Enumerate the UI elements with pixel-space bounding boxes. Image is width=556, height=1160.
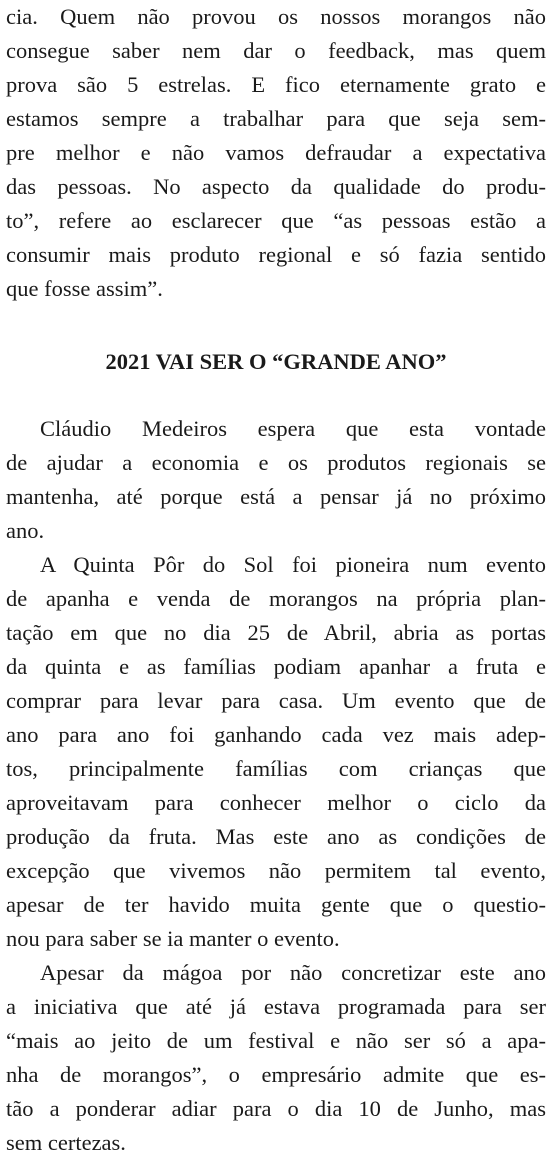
text-line: que fosse assim”. xyxy=(6,276,163,301)
paragraph xyxy=(6,412,546,548)
text-line: “mais ao jeito de um festival e não ser só a apa- xyxy=(6,1028,546,1053)
article-body-bottom xyxy=(6,412,546,1160)
text-line: nou para saber se ia manter o evento. xyxy=(6,926,340,951)
text-line: tação em que no dia 25 de Abril, abria as portas xyxy=(6,620,546,645)
text-line: apesar de ter havido muita gente que o questio- xyxy=(6,892,546,917)
text-line: cia. Quem não provou os nossos morangos não xyxy=(6,4,546,29)
text-line: aproveitavam para conhecer melhor o ciclo da xyxy=(6,790,546,815)
text-line: mantenha, até porque está a pensar já no próximo xyxy=(6,484,546,509)
text-line: nha de morangos”, o empresário admite que es- xyxy=(6,1062,546,1087)
text-line: to”, refere ao esclarecer que “as pessoas estão a xyxy=(6,208,546,233)
paragraph xyxy=(6,956,546,1160)
text-line: a iniciativa que até já estava programada para ser xyxy=(6,994,546,1019)
text-line: Cláudio Medeiros espera que esta vontade xyxy=(40,416,546,441)
text-line: de apanha e venda de morangos na própria plan- xyxy=(6,586,546,611)
text-line: consegue saber nem dar o feedback, mas quem xyxy=(6,38,546,63)
text-line: tão a ponderar adiar para o dia 10 de Junho, mas xyxy=(6,1096,546,1121)
article-body-top xyxy=(6,0,546,306)
section-heading: 2021 VAI SER O “GRANDE ANO” xyxy=(105,349,447,374)
text-line: de ajudar a economia e os produtos regionais se xyxy=(6,450,546,475)
text-line: prova são 5 estrelas. E fico eternamente grato e xyxy=(6,72,546,97)
text-line: comprar para levar para casa. Um evento que de xyxy=(6,688,546,713)
spacer xyxy=(6,392,546,412)
text-line: estamos sempre a trabalhar para que seja sem- xyxy=(6,106,546,131)
paragraph xyxy=(6,0,546,306)
text-line: Apesar da mágoa por não concretizar este ano xyxy=(40,960,546,985)
article-column xyxy=(6,0,546,1160)
text-line: consumir mais produto regional e só fazia sentido xyxy=(6,242,546,267)
text-line: das pessoas. No aspecto da qualidade do produ- xyxy=(6,174,546,199)
text-line: produção da fruta. Mas este ano as condições de xyxy=(6,824,546,849)
text-line: pre melhor e não vamos defraudar a expectativa xyxy=(6,140,546,165)
paragraph xyxy=(6,548,546,956)
text-line: ano para ano foi ganhando cada vez mais adep- xyxy=(6,722,546,747)
spacer xyxy=(6,306,546,332)
text-line: excepção que vivemos não permitem tal evento, xyxy=(6,858,546,883)
text-line: da quinta e as famílias podiam apanhar a fruta e xyxy=(6,654,546,679)
text-line: A Quinta Pôr do Sol foi pioneira num evento xyxy=(40,552,546,577)
text-line: sem certezas. xyxy=(6,1130,126,1155)
text-line: ano. xyxy=(6,518,45,543)
text-line: tos, principalmente famílias com crianças que xyxy=(6,756,546,781)
